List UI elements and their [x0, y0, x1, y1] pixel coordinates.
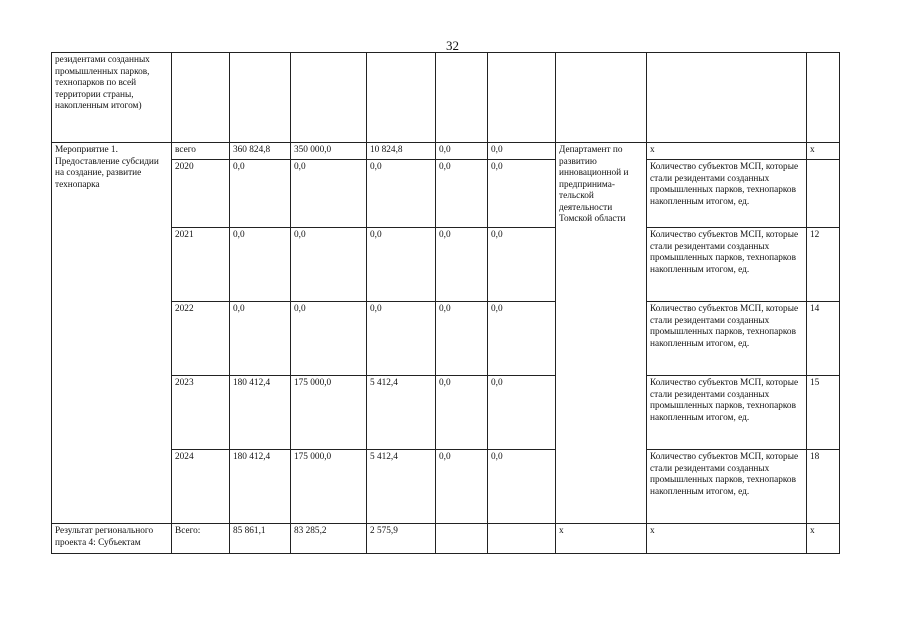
indicator-value-cell [807, 160, 840, 228]
other-cell: 0,0 [488, 450, 556, 524]
federal-cell: 0,0 [291, 302, 367, 376]
total-cell: 360 824,8 [230, 143, 291, 160]
other-cell: 0,0 [488, 160, 556, 228]
year-cell: всего [172, 143, 230, 160]
federal-cell: 83 285,2 [291, 524, 367, 554]
indicator-cell: x [647, 143, 807, 160]
indicator-value-cell: 12 [807, 228, 840, 302]
other-cell: 0,0 [488, 376, 556, 450]
total-cell: 0,0 [230, 302, 291, 376]
indicator-value-cell: 18 [807, 450, 840, 524]
indicator-cell: Количество субъектов МСП, которые стали резидентами созданных промышленных парков, технопарков накопленным итогом, ед. [647, 160, 807, 228]
indicator-value-cell: x [807, 524, 840, 554]
page-number: 32 [446, 38, 459, 53]
regional-cell: 5 412,4 [367, 450, 436, 524]
total-cell: 180 412,4 [230, 450, 291, 524]
local-cell: 0,0 [436, 143, 488, 160]
department-blank-cell [556, 376, 647, 450]
regional-cell: 5 412,4 [367, 376, 436, 450]
local-cell: 0,0 [436, 302, 488, 376]
measure-label-cell: Мероприятие 1. Предоставление субсидии на создание, развитие технопарка [52, 143, 172, 524]
table-row-result [52, 524, 840, 554]
year-cell: 2022 [172, 302, 230, 376]
federal-cell: 0,0 [291, 228, 367, 302]
year-cell: 2020 [172, 160, 230, 228]
year-cell: Всего: [172, 524, 230, 554]
other-cell [488, 524, 556, 554]
year-cell: 2024 [172, 450, 230, 524]
indicator-value-cell: 15 [807, 376, 840, 450]
regional-cell: 10 824,8 [367, 143, 436, 160]
local-cell: 0,0 [436, 228, 488, 302]
department-cell: x [556, 524, 647, 554]
indicator-cell: x [647, 524, 807, 554]
department-blank-cell [556, 450, 647, 524]
department-cell: Департамент по развитию инновационной и предпринима-тельской деятельности Томской области [556, 143, 647, 228]
table-row-continuation [52, 53, 840, 143]
other-cell: 0,0 [488, 143, 556, 160]
total-cell: 180 412,4 [230, 376, 291, 450]
department-blank-cell [556, 228, 647, 302]
indicator-cell: Количество субъектов МСП, которые стали резидентами созданных промышленных парков, технопарков накопленным итогом, ед. [647, 450, 807, 524]
local-cell [436, 524, 488, 554]
local-cell: 0,0 [436, 160, 488, 228]
continuation-label-cell: резидентами созданных промышленных парков, технопарков по всей территории страны, накопленным итогом) [52, 53, 172, 143]
year-cell: 2023 [172, 376, 230, 450]
regional-cell: 0,0 [367, 302, 436, 376]
indicator-cell: Количество субъектов МСП, которые стали резидентами созданных промышленных парков, технопарков накопленным итогом, ед. [647, 228, 807, 302]
indicator-value-cell: 14 [807, 302, 840, 376]
total-cell: 0,0 [230, 228, 291, 302]
budget-table [51, 52, 840, 554]
indicator-cell: Количество субъектов МСП, которые стали резидентами созданных промышленных парков, технопарков накопленным итогом, ед. [647, 302, 807, 376]
total-cell: 0,0 [230, 160, 291, 228]
indicator-value-cell: x [807, 143, 840, 160]
year-cell: 2021 [172, 228, 230, 302]
result-label-cell: Результат регионального проекта 4: Субъектам [52, 524, 172, 554]
local-cell: 0,0 [436, 450, 488, 524]
regional-cell: 0,0 [367, 160, 436, 228]
regional-cell: 0,0 [367, 228, 436, 302]
other-cell: 0,0 [488, 228, 556, 302]
department-blank-cell [556, 302, 647, 376]
federal-cell: 0,0 [291, 160, 367, 228]
total-cell: 85 861,1 [230, 524, 291, 554]
local-cell: 0,0 [436, 376, 488, 450]
table-row-measure-total [52, 143, 840, 160]
federal-cell: 350 000,0 [291, 143, 367, 160]
indicator-cell: Количество субъектов МСП, которые стали резидентами созданных промышленных парков, технопарков накопленным итогом, ед. [647, 376, 807, 450]
federal-cell: 175 000,0 [291, 450, 367, 524]
regional-cell: 2 575,9 [367, 524, 436, 554]
federal-cell: 175 000,0 [291, 376, 367, 450]
other-cell: 0,0 [488, 302, 556, 376]
